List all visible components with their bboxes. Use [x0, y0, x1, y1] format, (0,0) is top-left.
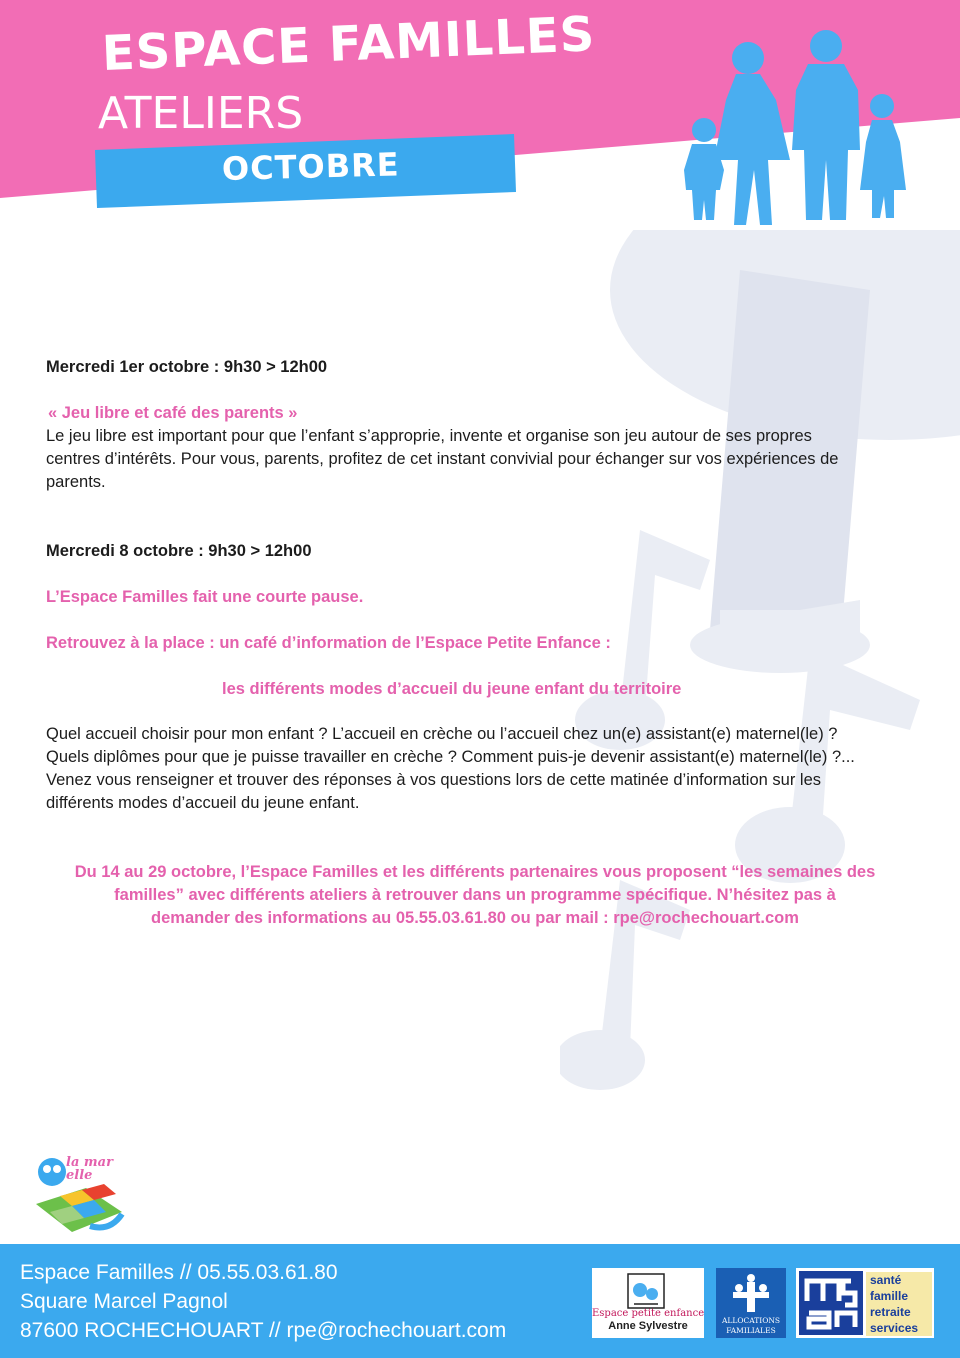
caf-people-icon	[729, 1272, 773, 1312]
msa-word-2: famille	[870, 1289, 909, 1303]
page-title: ESPACE FAMILLES	[100, 6, 597, 82]
msa-letters-icon	[799, 1271, 863, 1335]
event-body-1-line-2: centres d’intérêts. Pour vous, parents, profitez de cet instant convivial pour échanger sur vos expériences de	[46, 450, 839, 468]
epe-logo-line-2: Anne Sylvestre	[608, 1320, 688, 1332]
event-body-2-line-3: Venez vous renseigner et trouver des réponses à vos questions lors de cette matinée d’information sur les	[46, 771, 822, 789]
caf-logo	[716, 1268, 786, 1338]
info-cafe-topic: les différents modes d’accueil du jeune enfant du territoire	[222, 680, 682, 698]
event-date-2: Mercredi 8 octobre : 9h30 > 12h00	[46, 542, 312, 560]
info-cafe-heading: Retrouvez à la place : un café d’information de l’Espace Petite Enfance :	[46, 634, 611, 652]
espace-petite-enfance-logo	[592, 1268, 704, 1338]
msa-logo	[796, 1268, 934, 1338]
pause-notice: L’Espace Familles fait une courte pause.	[46, 588, 364, 606]
event-body-2-line-4: différents modes d’accueil du jeune enfant.	[46, 794, 360, 812]
event-heading-1: « Jeu libre et café des parents »	[48, 404, 298, 422]
announcement-line-1: Du 14 au 29 octobre, l’Espace Familles et les différents partenaires vous proposent “les semaines des	[74, 863, 876, 881]
footer-contact-line-3: 87600 ROCHECHOUART // rpe@rochechouart.com	[20, 1319, 507, 1342]
msa-word-3: retraite	[870, 1305, 911, 1319]
caf-logo-line-2: FAMILIALES	[726, 1326, 776, 1335]
caf-logo-line-1: ALLOCATIONS	[721, 1316, 781, 1325]
month-label: OCTOBRE	[221, 145, 401, 188]
cat-drawing-icon	[626, 1272, 666, 1310]
announcement-line-3: demander des informations au 05.55.03.61.80 ou par mail : rpe@rochechouart.com	[151, 909, 799, 927]
msa-words-panel	[866, 1272, 932, 1336]
event-body-2-line-2: Quels diplômes pour que je puisse travailler en crèche ? Comment puis-je devenir assistant(e) maternel(le) ?...	[46, 748, 855, 766]
footer-contact-line-1: Espace Familles // 05.55.03.61.80	[20, 1261, 338, 1284]
event-date-1: Mercredi 1er octobre : 9h30 > 12h00	[46, 358, 328, 376]
msa-emblem	[799, 1271, 863, 1335]
page-subtitle: ATELIERS	[98, 88, 304, 139]
family-silhouette-icon	[680, 30, 910, 230]
announcement-line-2: familles” avec différents ateliers à retrouver dans un programme spécifique. N’hésitez pas à	[114, 886, 836, 904]
la-marelle-text: la mar elle	[66, 1155, 113, 1183]
msa-word-4: services	[870, 1321, 919, 1335]
event-body-1-line-1: Le jeu libre est important pour que l’enfant s’approprie, invente et organise son jeu autour de ses propres	[46, 427, 812, 445]
msa-word-1: santé	[870, 1273, 902, 1287]
la-marelle-logo	[30, 1152, 130, 1240]
event-body-2-line-1: Quel accueil choisir pour mon enfant ? L’accueil en crèche ou l’accueil chez un(e) assistant(e) maternel(le) ?	[46, 725, 838, 743]
footer-contact-line-2: Square Marcel Pagnol	[20, 1290, 228, 1313]
event-body-1-line-3: parents.	[46, 473, 106, 491]
epe-logo-line-1: Espace petite enfance	[592, 1308, 705, 1319]
